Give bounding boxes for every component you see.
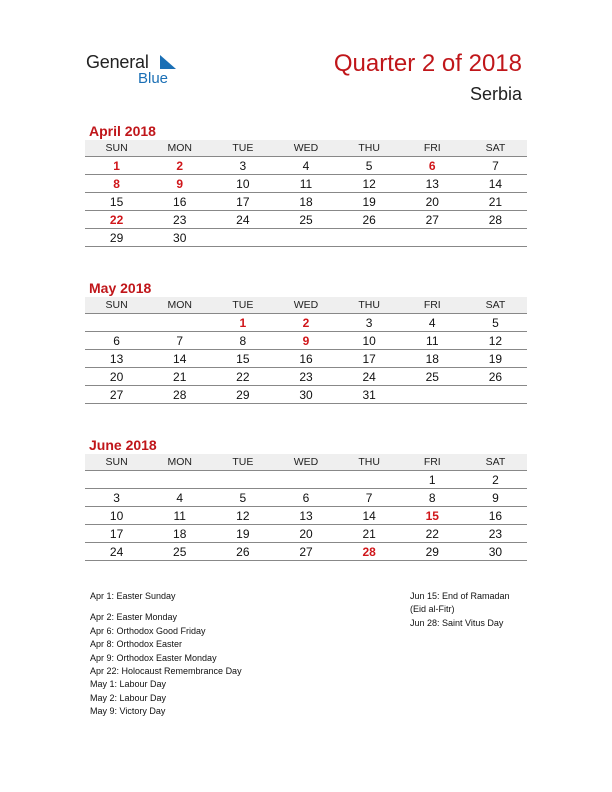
day-cell: 7 [464,157,527,175]
holiday-item: Jun 28: Saint Vitus Day [410,617,504,628]
empty-day-cell [274,471,337,489]
day-cell: 29 [211,386,274,404]
weekday-header: TUE [211,454,274,471]
day-cell: 17 [85,525,148,543]
day-cell: 14 [148,350,211,368]
day-cell: 19 [464,350,527,368]
empty-day-cell [338,471,401,489]
week-row [85,350,527,368]
day-cell: 21 [464,193,527,211]
logo-word-blue: Blue [138,70,169,87]
empty-day-cell [274,229,337,247]
empty-day-cell [401,386,464,404]
weekday-header: SUN [85,454,148,471]
day-cell: 6 [85,332,148,350]
month-title: April 2018 [89,123,156,139]
weekday-header: TUE [211,297,274,314]
week-row [85,386,527,404]
day-cell: 19 [211,525,274,543]
empty-day-cell [211,229,274,247]
holiday-item: Apr 6: Orthodox Good Friday [90,625,206,636]
day-cell: 20 [401,193,464,211]
day-cell: 11 [148,507,211,525]
holiday-list-right [410,590,510,630]
weekday-header: SUN [85,297,148,314]
day-cell: 26 [464,368,527,386]
day-cell: 12 [464,332,527,350]
weekday-header: SUN [85,140,148,157]
day-cell: 9 [274,332,337,350]
weekday-header: MON [148,297,211,314]
week-row [85,332,527,350]
day-cell: 12 [338,175,401,193]
day-cell: 1 [211,314,274,332]
day-cell: 2 [274,314,337,332]
day-cell: 31 [338,386,401,404]
day-cell: 15 [401,507,464,525]
day-cell: 6 [401,157,464,175]
day-cell: 26 [338,211,401,229]
week-row [85,193,527,211]
day-cell: 9 [464,489,527,507]
day-cell: 25 [401,368,464,386]
weekday-header: FRI [401,297,464,314]
day-cell: 4 [401,314,464,332]
day-cell: 4 [148,489,211,507]
week-row [85,489,527,507]
country-name: Serbia [469,84,522,104]
day-cell: 30 [464,543,527,561]
weekday-header: THU [338,140,401,157]
day-cell: 26 [211,543,274,561]
weekday-header: SAT [464,297,527,314]
day-cell: 3 [211,157,274,175]
weekday-header: THU [338,297,401,314]
holiday-list-left [90,590,242,719]
week-row [85,211,527,229]
day-cell: 28 [148,386,211,404]
calendar-table [85,454,527,561]
generalblue-logo [86,52,186,92]
weekday-header-row [85,454,527,471]
week-row [85,229,527,247]
day-cell: 27 [85,386,148,404]
page-title: Quarter 2 of 2018 [333,50,522,77]
empty-day-cell [211,471,274,489]
weekday-header: SAT [464,454,527,471]
day-cell: 20 [85,368,148,386]
weekday-header-row [85,140,527,157]
holiday-item: May 2: Labour Day [90,692,167,703]
empty-day-cell [401,229,464,247]
day-cell: 23 [464,525,527,543]
holiday-item: Apr 1: Easter Sunday [90,591,176,601]
day-cell: 16 [148,193,211,211]
day-cell: 16 [274,350,337,368]
day-cell: 13 [85,350,148,368]
day-cell: 27 [274,543,337,561]
month-june [85,436,527,561]
empty-day-cell [464,229,527,247]
day-cell: 20 [274,525,337,543]
day-cell: 7 [148,332,211,350]
week-row [85,471,527,489]
week-row [85,368,527,386]
day-cell: 15 [85,193,148,211]
weekday-header: MON [148,454,211,471]
day-cell: 4 [274,157,337,175]
day-cell: 28 [338,543,401,561]
day-cell: 8 [401,489,464,507]
weekday-header: MON [148,140,211,157]
week-row [85,543,527,561]
day-cell: 16 [464,507,527,525]
day-cell: 30 [148,229,211,247]
day-cell: 29 [401,543,464,561]
week-row [85,525,527,543]
day-cell: 23 [274,368,337,386]
weekday-header: FRI [401,140,464,157]
holiday-spacer [90,603,242,611]
empty-day-cell [148,314,211,332]
weekday-header-row [85,297,527,314]
day-cell: 19 [338,193,401,211]
holiday-item: Apr 2: Easter Monday [90,612,178,623]
day-cell: 1 [401,471,464,489]
weekday-header: FRI [401,454,464,471]
day-cell: 14 [464,175,527,193]
day-cell: 17 [338,350,401,368]
empty-day-cell [85,314,148,332]
weekday-header: WED [274,297,337,314]
day-cell: 25 [148,543,211,561]
empty-day-cell [338,229,401,247]
day-cell: 5 [464,314,527,332]
day-cell: 7 [338,489,401,507]
logo-word-general: General [86,52,149,72]
day-cell: 12 [211,507,274,525]
day-cell: 30 [274,386,337,404]
day-cell: 13 [401,175,464,193]
day-cell: 24 [85,543,148,561]
month-may [85,279,527,404]
month-april [85,122,527,247]
holiday-item: Apr 9: Orthodox Easter Monday [90,652,217,663]
day-cell: 18 [401,350,464,368]
day-cell: 10 [85,507,148,525]
day-cell: 2 [464,471,527,489]
week-row [85,314,527,332]
day-cell: 18 [148,525,211,543]
day-cell: 21 [338,525,401,543]
day-cell: 18 [274,193,337,211]
week-row [85,507,527,525]
empty-day-cell [148,471,211,489]
day-cell: 24 [211,211,274,229]
day-cell: 23 [148,211,211,229]
day-cell: 24 [338,368,401,386]
day-cell: 28 [464,211,527,229]
day-cell: 27 [401,211,464,229]
day-cell: 1 [85,157,148,175]
weekday-header: TUE [211,140,274,157]
day-cell: 22 [211,368,274,386]
day-cell: 21 [148,368,211,386]
day-cell: 10 [338,332,401,350]
day-cell: 11 [274,175,337,193]
day-cell: 3 [338,314,401,332]
day-cell: 15 [211,350,274,368]
day-cell: 11 [401,332,464,350]
week-row [85,157,527,175]
day-cell: 25 [274,211,337,229]
holiday-item: Apr 22: Holocaust Remembrance Day [90,666,242,677]
weekday-header: SAT [464,140,527,157]
day-cell: 6 [274,489,337,507]
day-cell: 10 [211,175,274,193]
day-cell: 22 [401,525,464,543]
week-row [85,175,527,193]
calendar-table [85,297,527,404]
day-cell: 3 [85,489,148,507]
month-title: May 2018 [89,280,152,296]
holiday-item: May 9: Victory Day [90,706,166,717]
day-cell: 13 [274,507,337,525]
logo-triangle-icon [160,55,176,69]
weekday-header: WED [274,140,337,157]
weekday-header: THU [338,454,401,471]
calendar-table [85,140,527,247]
day-cell: 14 [338,507,401,525]
empty-day-cell [85,471,148,489]
day-cell: 22 [85,211,148,229]
day-cell: 17 [211,193,274,211]
day-cell: 2 [148,157,211,175]
day-cell: 5 [211,489,274,507]
holiday-item: (Eid al-Fitr) [410,604,455,615]
day-cell: 9 [148,175,211,193]
day-cell: 5 [338,157,401,175]
holiday-item: Jun 15: End of Ramadan [410,591,510,601]
empty-day-cell [464,386,527,404]
day-cell: 29 [85,229,148,247]
day-cell: 8 [211,332,274,350]
weekday-header: WED [274,454,337,471]
month-title: June 2018 [89,437,157,453]
holiday-item: Apr 8: Orthodox Easter [90,639,183,650]
holiday-item: May 1: Labour Day [90,679,167,690]
day-cell: 8 [85,175,148,193]
